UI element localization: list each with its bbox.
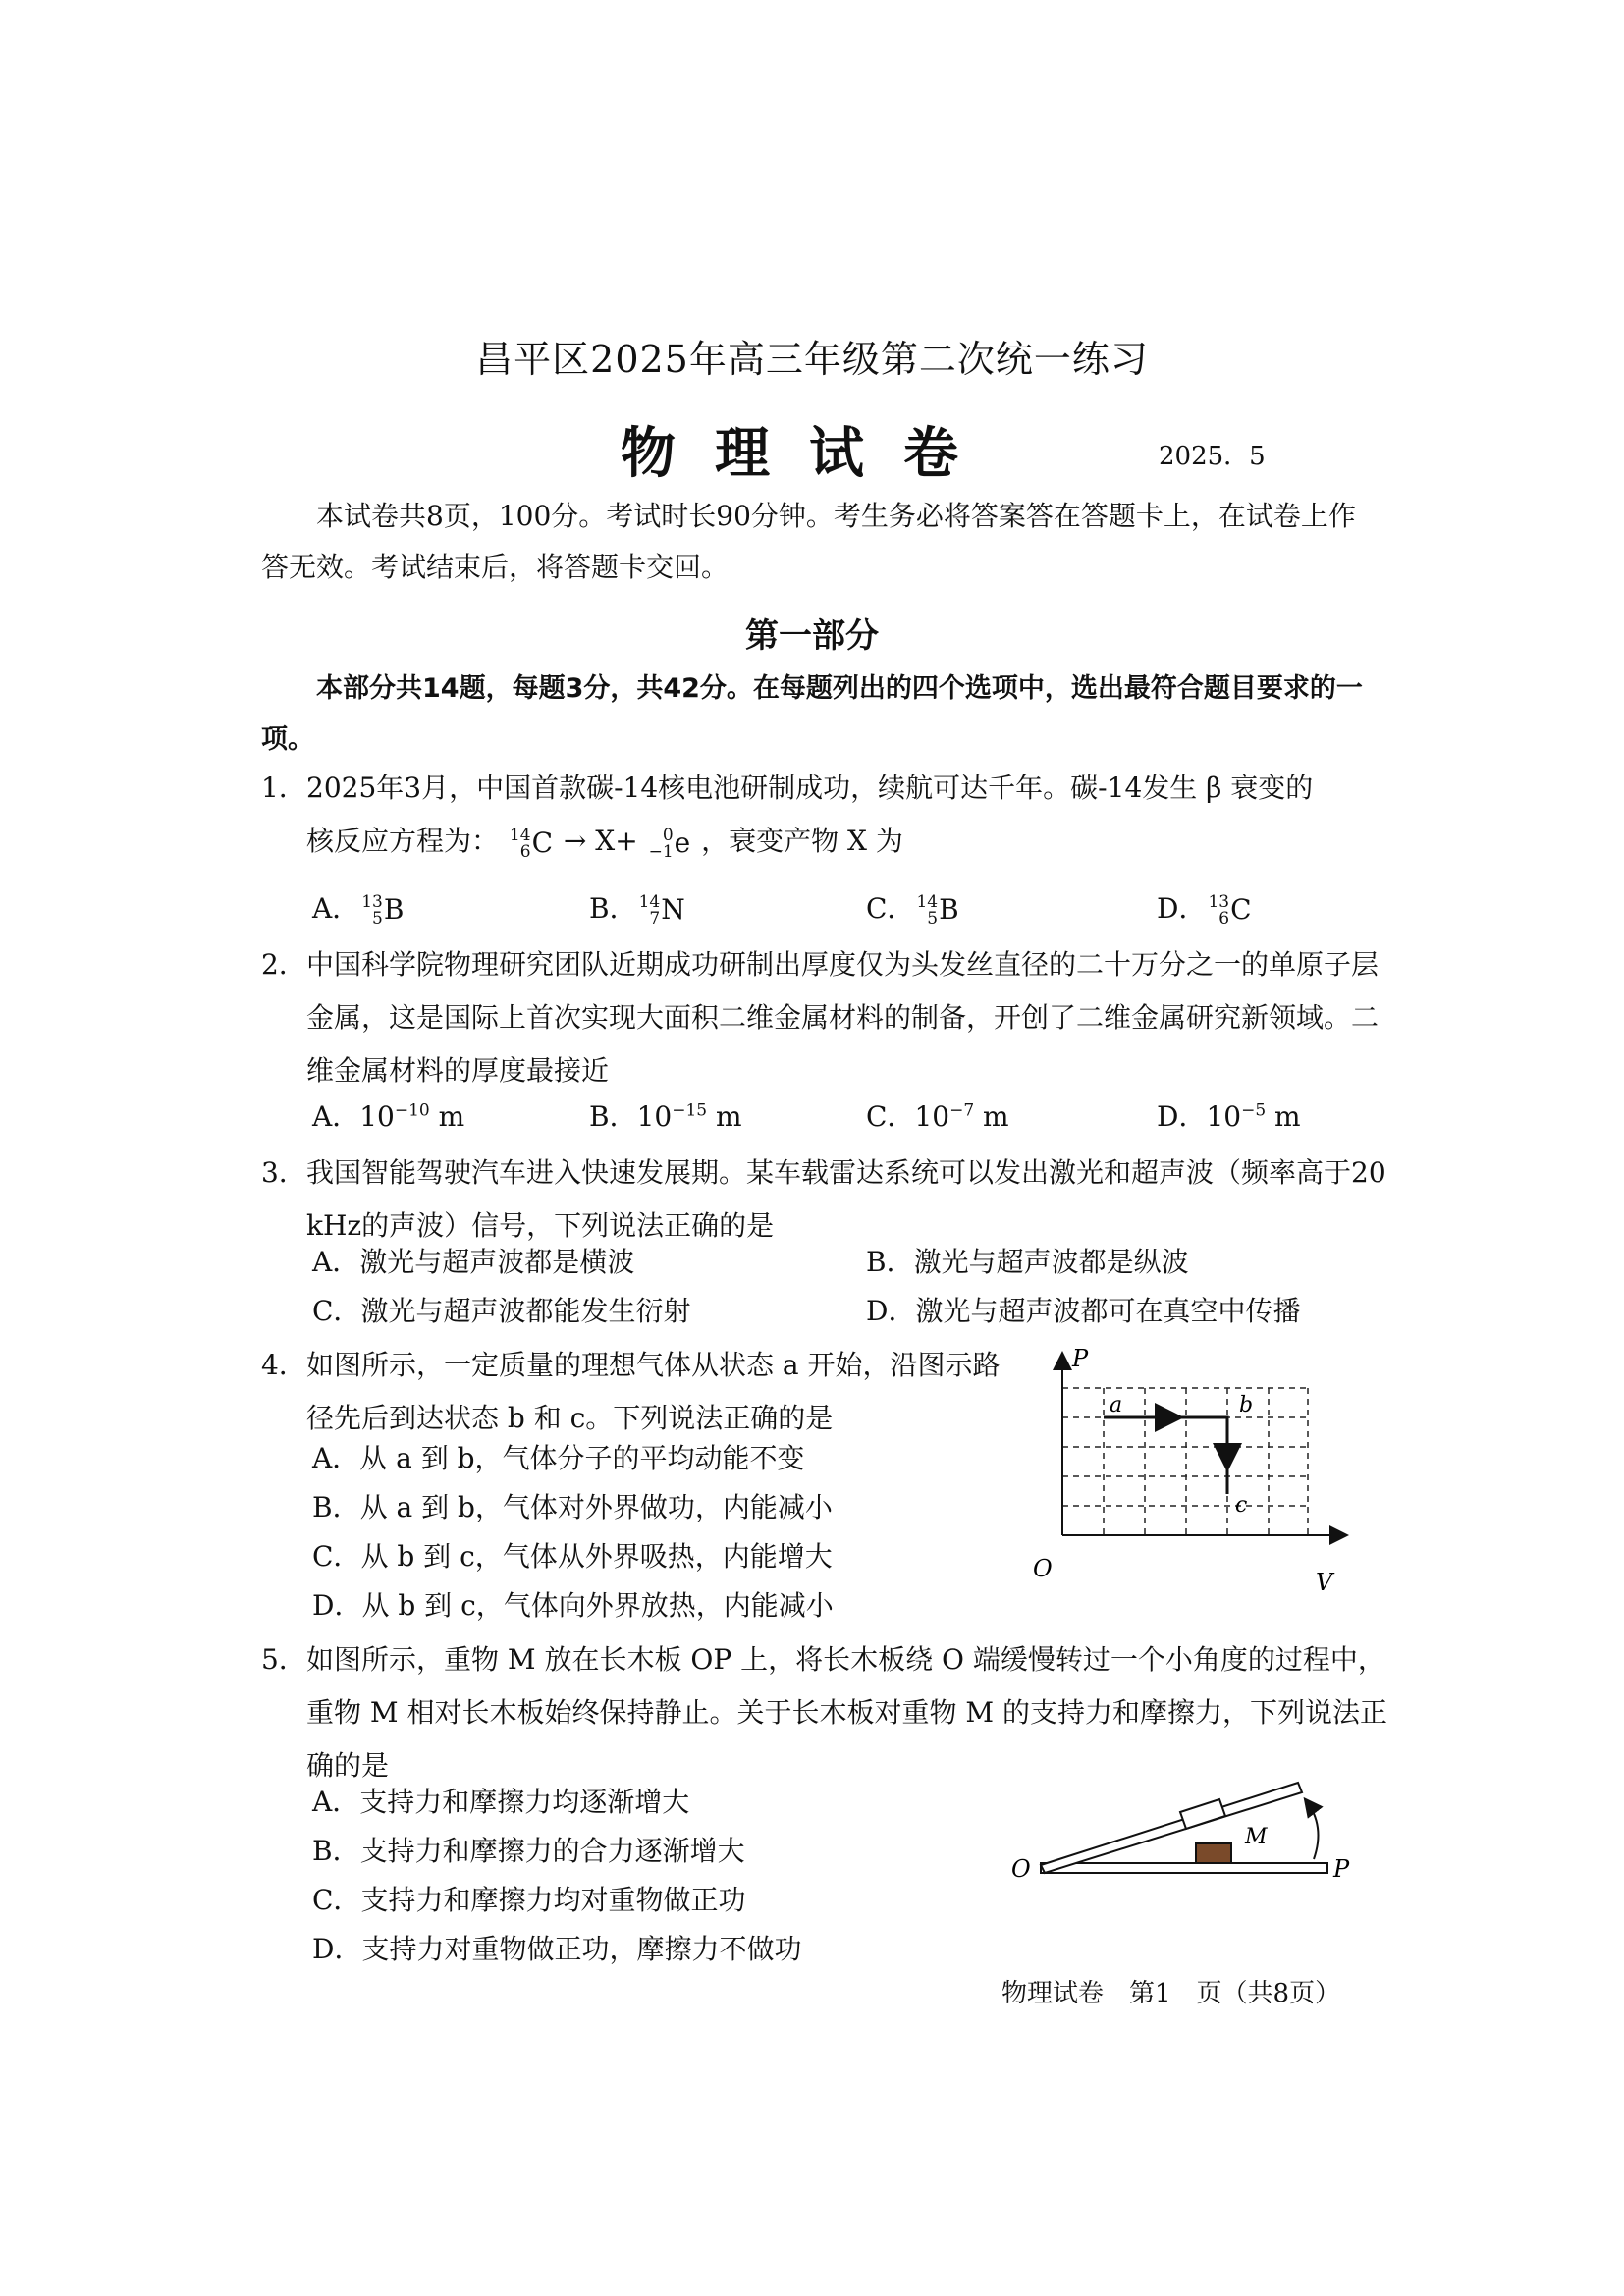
question-number: 2． [261,948,306,981]
question-number: 1． [261,772,306,804]
question-text-pre: 核反应方程为： [306,825,500,857]
q2-option-d[interactable]: D．$10^{-5}$ m [1157,1100,1301,1133]
question-text: 中国科学院物理研究团队近期成功研制出厚度仅为头发丝直径的二十万分之一的单原子层金属，这是国际上首次实现大面积二维金属材料的制备，开创了二维金属研究新领域。二维金属材料的厚度最接近 [306,948,1380,1087]
p-axis-label: P [1072,1345,1089,1372]
question-number: 4． [261,1349,306,1381]
exam-header-title: 昌平区2025年高三年级第二次统一练习 [475,338,1149,381]
question-number: 3． [261,1156,306,1189]
q1-option-c[interactable]: C． 14 5 B [866,892,959,930]
question-text: 如图所示，重物 M 放在长木板 OP 上，将长木板绕 O 端缓慢转过一个小角度的过程中，重物 M 相对长木板始终保持静止。关于长木板对重物 M 的支持力和摩擦力，下列说法正确的是 [306,1643,1387,1782]
question-text-line1: 2025年3月，中国首款碳-14核电池研制成功，续航可达千年。碳-14发生 β 衰变的 [306,772,1314,804]
process-path [1104,1417,1227,1494]
page-footer: 物理试卷 第1 页（共8页） [1001,1979,1341,2008]
electron-symbol: 0 −1 e [648,826,691,862]
q4-option-b[interactable]: B．从 a 到 b，气体对外界做功，内能减小 [312,1491,833,1523]
q2-option-b[interactable]: B．$10^{-15}$ m [589,1100,742,1133]
question-text-post: ，衰变产物 X 为 [701,825,903,857]
question-text: 我国智能驾驶汽车进入快速发展期。某车载雷达系统可以发出激光和超声波（频率高于20 kHz的声波）信号，下列说法正确的是 [306,1156,1386,1242]
question-2 [261,938,1390,1097]
q1-option-d[interactable]: D． 13 6 C [1157,892,1252,930]
rotation-arrow-icon [1306,1800,1319,1859]
question-3 [261,1147,1390,1253]
q4-option-c[interactable]: C．从 b 到 c，气体从外界吸热，内能增大 [312,1540,833,1573]
mass-m-label: M [1245,1825,1268,1849]
question-number: 5． [261,1643,306,1676]
exam-date: 2025．5 [1159,442,1266,471]
point-o-label: O [1011,1855,1031,1883]
pv-diagram [1021,1345,1355,1610]
q4-option-d[interactable]: D．从 b 到 c，气体向外界放热，内能减小 [312,1589,834,1622]
section-instructions: 本部分共14题，每题3分，共42分。在每题列出的四个选项中，选出最符合题目要求的一项。 [261,673,1363,755]
incline-diagram [1001,1757,1355,1904]
origin-label: O [1033,1555,1053,1582]
state-c-label: c [1235,1493,1248,1518]
q3-option-d[interactable]: D．激光与超声波都可在真空中传播 [866,1295,1301,1327]
exam-intro: 本试卷共8页，100分。考试时长90分钟。考生务必将答案答在答题卡上，在试卷上作答无效。考试结束后，将答题卡交回。 [261,500,1356,583]
v-axis-label: V [1316,1569,1333,1596]
exam-subject-title: 物理试卷 [621,421,998,486]
board-horizontal [1041,1863,1327,1873]
q1-option-b[interactable]: B． 14 7 N [589,892,685,930]
question-text-line2 [306,815,1390,870]
point-p-label: P [1333,1855,1350,1883]
question-1 [261,762,1390,870]
q1-option-a[interactable]: A． 13 5 B [312,892,405,930]
question-text: 如图所示，一定质量的理想气体从状态 a 开始，沿图示路径先后到达状态 b 和 c。下列说法正确的是 [306,1349,1001,1434]
weight-block-original [1196,1843,1231,1863]
pv-grid [1062,1388,1308,1535]
q4-option-a[interactable]: A．从 a 到 b，气体分子的平均动能不变 [312,1442,805,1474]
question-4 [261,1339,1007,1445]
q5-option-a[interactable]: A．支持力和摩擦力均逐渐增大 [312,1786,690,1818]
state-b-label: b [1239,1393,1254,1417]
q2-option-a[interactable]: A．$10^{-10}$ m [312,1100,465,1133]
reaction-arrow: → X+ [563,825,638,857]
q2-option-c[interactable]: C．$10^{-7}$ m [866,1100,1009,1133]
q3-option-c[interactable]: C．激光与超声波都能发生衍射 [312,1295,691,1327]
q5-option-c[interactable]: C．支持力和摩擦力均对重物做正功 [312,1884,746,1916]
state-a-label: a [1110,1393,1123,1417]
q5-option-d[interactable]: D．支持力对重物做正功，摩擦力不做功 [312,1933,802,1965]
q3-option-b[interactable]: B．激光与超声波都是纵波 [866,1246,1189,1278]
carbon-nuclide: 14 6 C [509,826,553,862]
q3-option-a[interactable]: A．激光与超声波都是横波 [312,1246,635,1278]
weight-block-rotated [1180,1799,1225,1829]
q5-option-b[interactable]: B．支持力和摩擦力的合力逐渐增大 [312,1835,745,1867]
section-title: 第一部分 [745,616,879,656]
